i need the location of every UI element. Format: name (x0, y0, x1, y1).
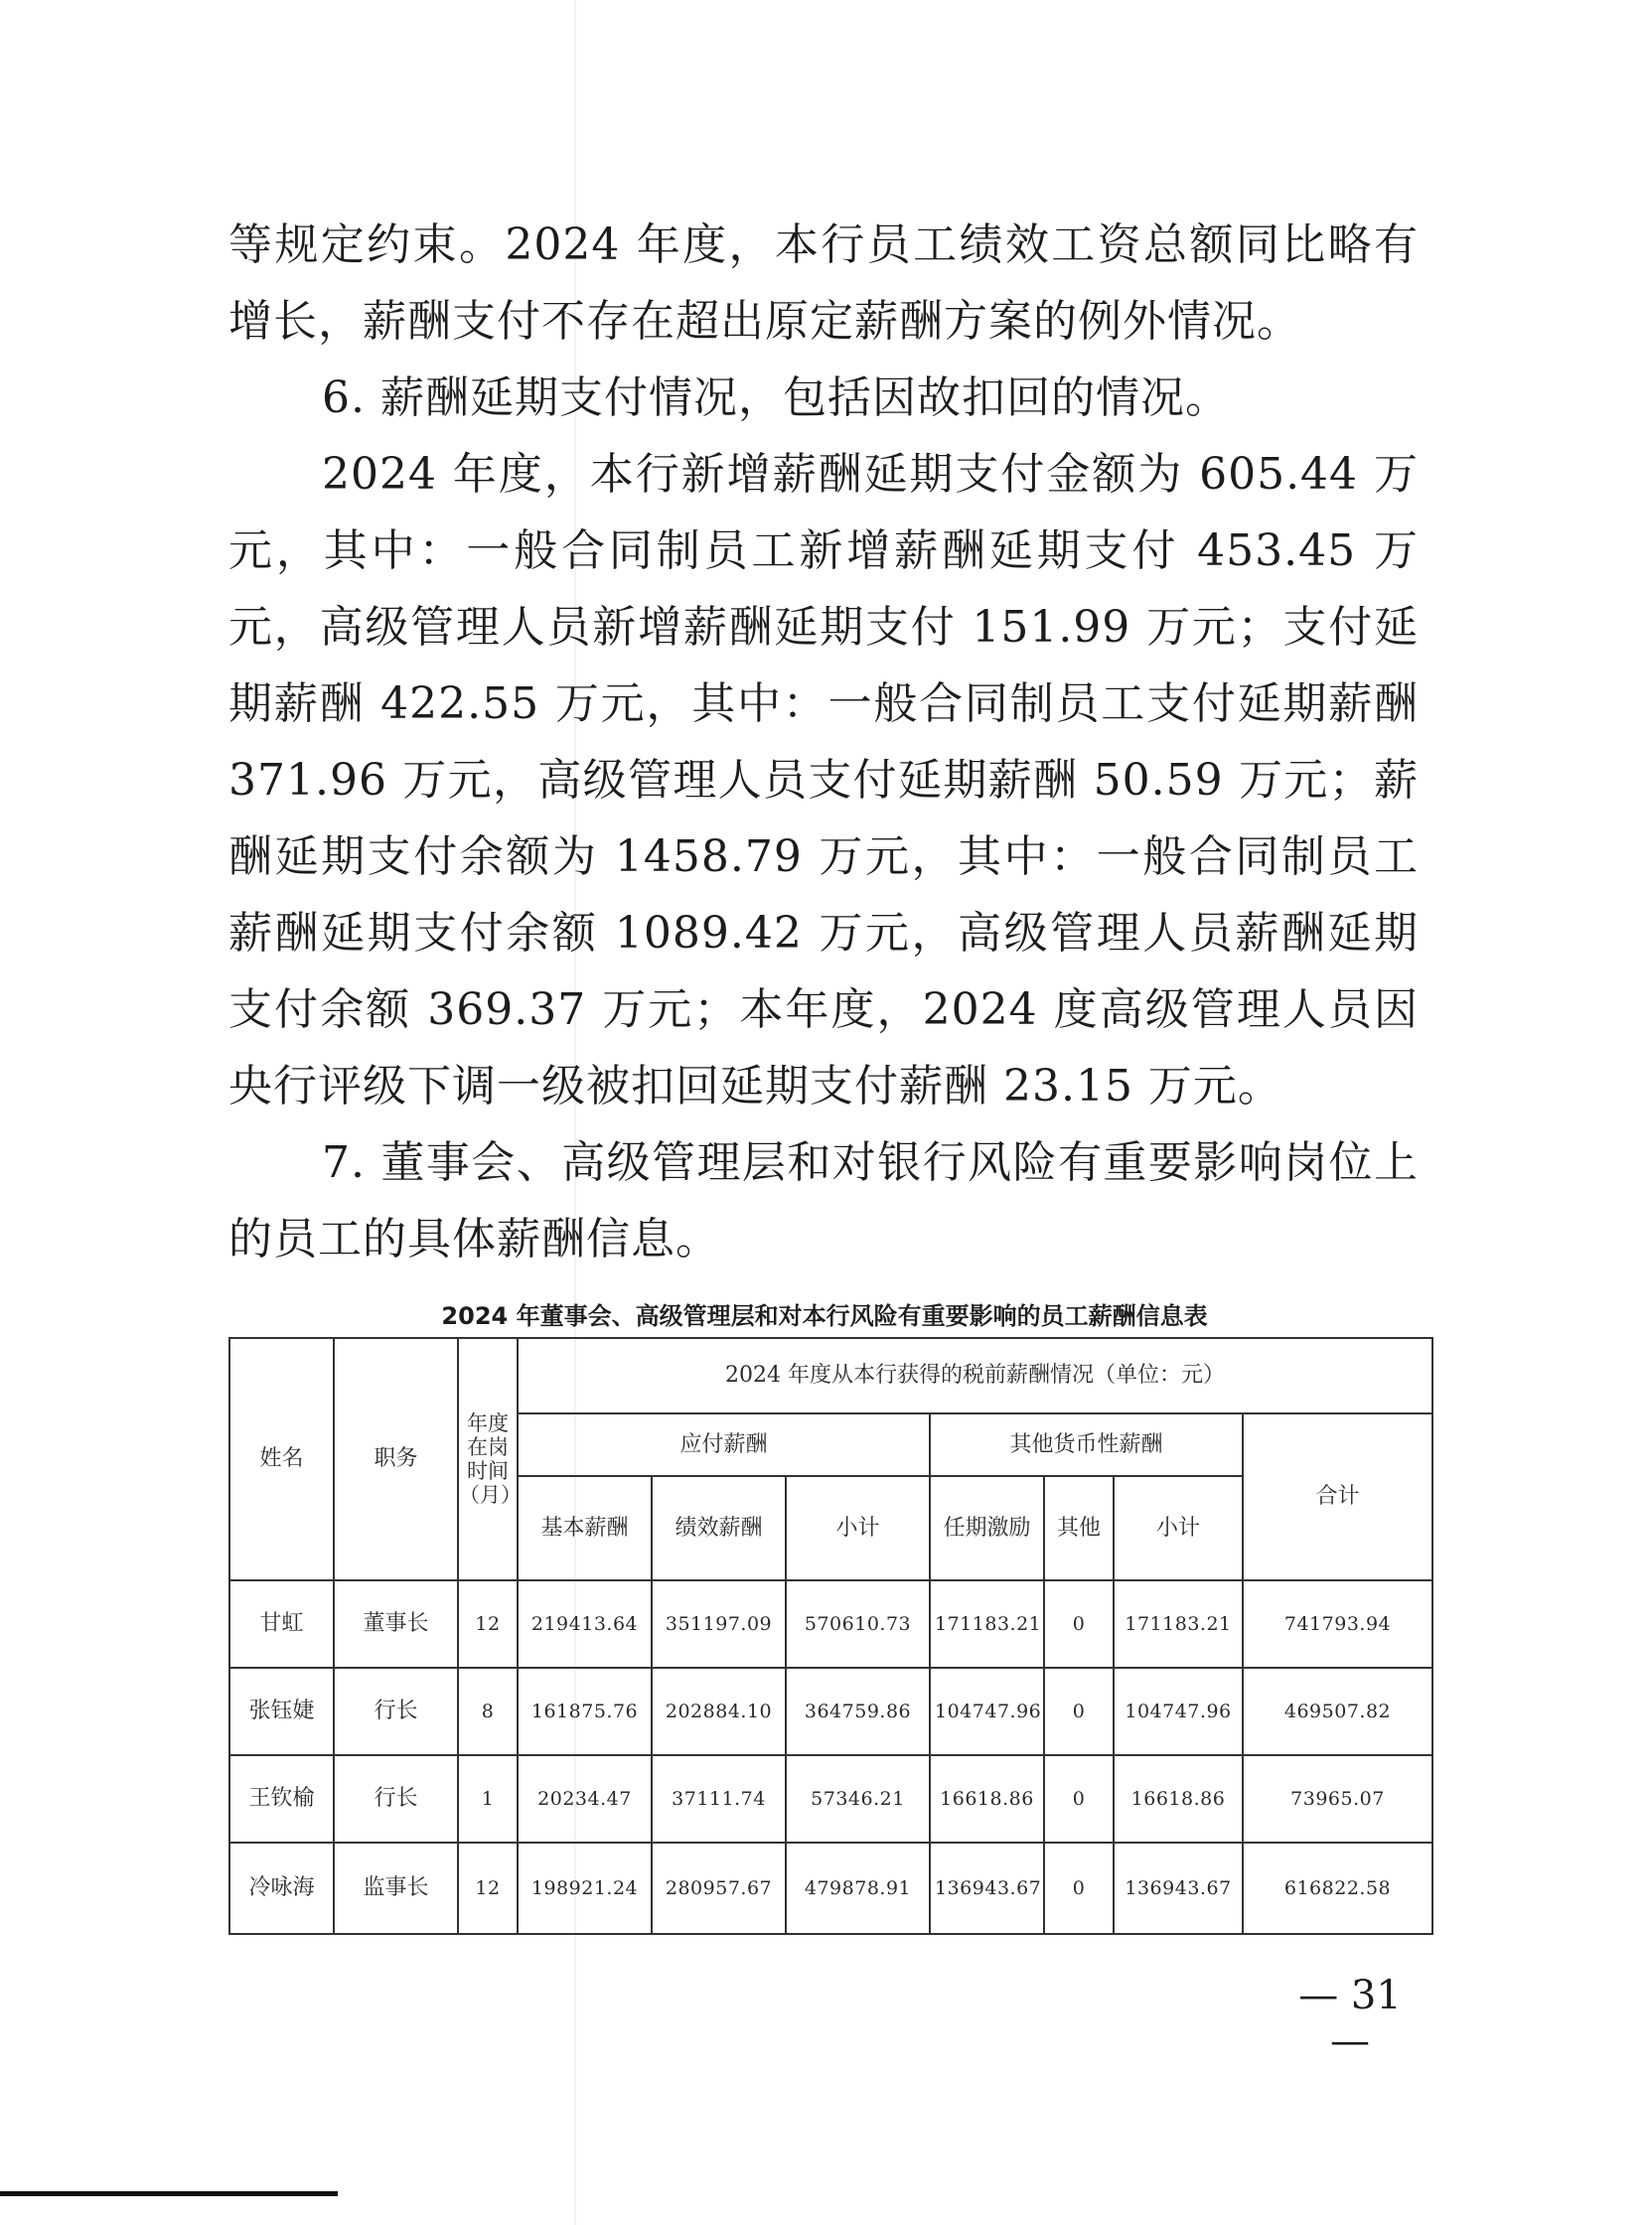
cell-performance: 202884.10 (652, 1668, 786, 1755)
cell-subtotal-other: 171183.21 (1114, 1580, 1243, 1668)
cell-incentive: 104747.96 (930, 1668, 1044, 1755)
cell-position: 监事长 (334, 1843, 458, 1934)
cell-other: 0 (1044, 1755, 1114, 1843)
header-other-monetary: 其他货币性薪酬 (930, 1413, 1243, 1476)
body-text (228, 207, 1419, 1277)
cell-months: 12 (458, 1580, 518, 1668)
cell-name: 王钦榆 (229, 1755, 334, 1843)
cell-total: 741793.94 (1243, 1580, 1432, 1668)
paragraph-2-heading: 6. 薪酬延期支付情况，包括因故扣回的情况。 (322, 372, 1230, 423)
cell-months: 1 (458, 1755, 518, 1843)
cell-performance: 37111.74 (652, 1755, 786, 1843)
cell-other: 0 (1044, 1668, 1114, 1755)
paragraph-3: 2024 年度，本行新增薪酬延期支付金额为 605.44 万元，其中：一般合同制员工新增薪酬延期支付 453.45 万元，高级管理人员新增薪酬延期支付 151.99 万元；支付延期薪酬 422.55 万元，其中：一般合同制员工支付延期薪酬 371.96 万元，高级管理人员支付延期薪酬 50.59 万元；薪酬延期支付余额为 1458.79 万元，其中：一般合同制员工薪酬延期支付余额 1089.42 万元，高级管理人员薪酬延期支付余额 369.37 万元；本年度，2024 度高级管理人员因央行评级下调一级被扣回延期支付薪酬 23.15 万元。 (228, 449, 1419, 1112)
table-row (229, 1580, 1432, 1668)
cell-incentive: 136943.67 (930, 1843, 1044, 1934)
cell-performance: 280957.67 (652, 1843, 786, 1934)
cell-other: 0 (1044, 1580, 1114, 1668)
cell-base: 20234.47 (518, 1755, 652, 1843)
header-incentive: 任期激励 (930, 1476, 1044, 1580)
cell-total: 469507.82 (1243, 1668, 1432, 1755)
cell-subtotal-other: 136943.67 (1114, 1843, 1243, 1934)
cell-months: 8 (458, 1668, 518, 1755)
header-row-1 (229, 1338, 1432, 1413)
cell-name: 张钰婕 (229, 1668, 334, 1755)
table-row (229, 1668, 1432, 1755)
cell-subtotal-other: 104747.96 (1114, 1668, 1243, 1755)
table-row (229, 1843, 1432, 1934)
cell-months: 12 (458, 1843, 518, 1934)
header-payable: 应付薪酬 (518, 1413, 930, 1476)
cell-subtotal-payable: 570610.73 (786, 1580, 930, 1668)
cell-performance: 351197.09 (652, 1580, 786, 1668)
cell-other: 0 (1044, 1843, 1114, 1934)
cell-position: 行长 (334, 1668, 458, 1755)
header-base: 基本薪酬 (518, 1476, 652, 1580)
header-other: 其他 (1044, 1476, 1114, 1580)
cell-total: 73965.07 (1243, 1755, 1432, 1843)
compensation-table (228, 1337, 1433, 1935)
cell-subtotal-payable: 364759.86 (786, 1668, 930, 1755)
table-title: 2024 年董事会、高级管理层和对本行风险有重要影响的员工薪酬信息表 (441, 1302, 1208, 1330)
cell-base: 161875.76 (518, 1668, 652, 1755)
cell-position: 行长 (334, 1755, 458, 1843)
cell-subtotal-other: 16618.86 (1114, 1755, 1243, 1843)
header-subtotal-other: 小计 (1114, 1476, 1243, 1580)
cell-subtotal-payable: 479878.91 (786, 1843, 930, 1934)
cell-name: 甘虹 (229, 1580, 334, 1668)
header-group: 2024 年度从本行获得的税前薪酬情况（单位：元） (518, 1338, 1432, 1413)
header-subtotal-payable: 小计 (786, 1476, 930, 1580)
cell-position: 董事长 (334, 1580, 458, 1668)
header-performance: 绩效薪酬 (652, 1476, 786, 1580)
header-name: 姓名 (229, 1338, 334, 1580)
page-number: — 31 — (1298, 1973, 1402, 2064)
header-position: 职务 (334, 1338, 458, 1580)
paragraph-1: 等规定约束。2024 年度，本行员工绩效工资总额同比略有增长，薪酬支付不存在超出原定薪酬方案的例外情况。 (228, 220, 1419, 347)
paragraph-4-heading: 7. 董事会、高级管理层和对银行风险有重要影响岗位上的员工的具体薪酬信息。 (228, 1137, 1419, 1264)
cell-base: 198921.24 (518, 1843, 652, 1934)
cell-incentive: 16618.86 (930, 1755, 1044, 1843)
cell-incentive: 171183.21 (930, 1580, 1044, 1668)
cell-subtotal-payable: 57346.21 (786, 1755, 930, 1843)
scan-edge-mark (0, 2191, 338, 2196)
header-total: 合计 (1243, 1413, 1432, 1580)
cell-total: 616822.58 (1243, 1843, 1432, 1934)
cell-name: 冷咏海 (229, 1843, 334, 1934)
table-row (229, 1755, 1432, 1843)
header-months: 年度在岗时间（月） (458, 1338, 518, 1580)
cell-base: 219413.64 (518, 1580, 652, 1668)
